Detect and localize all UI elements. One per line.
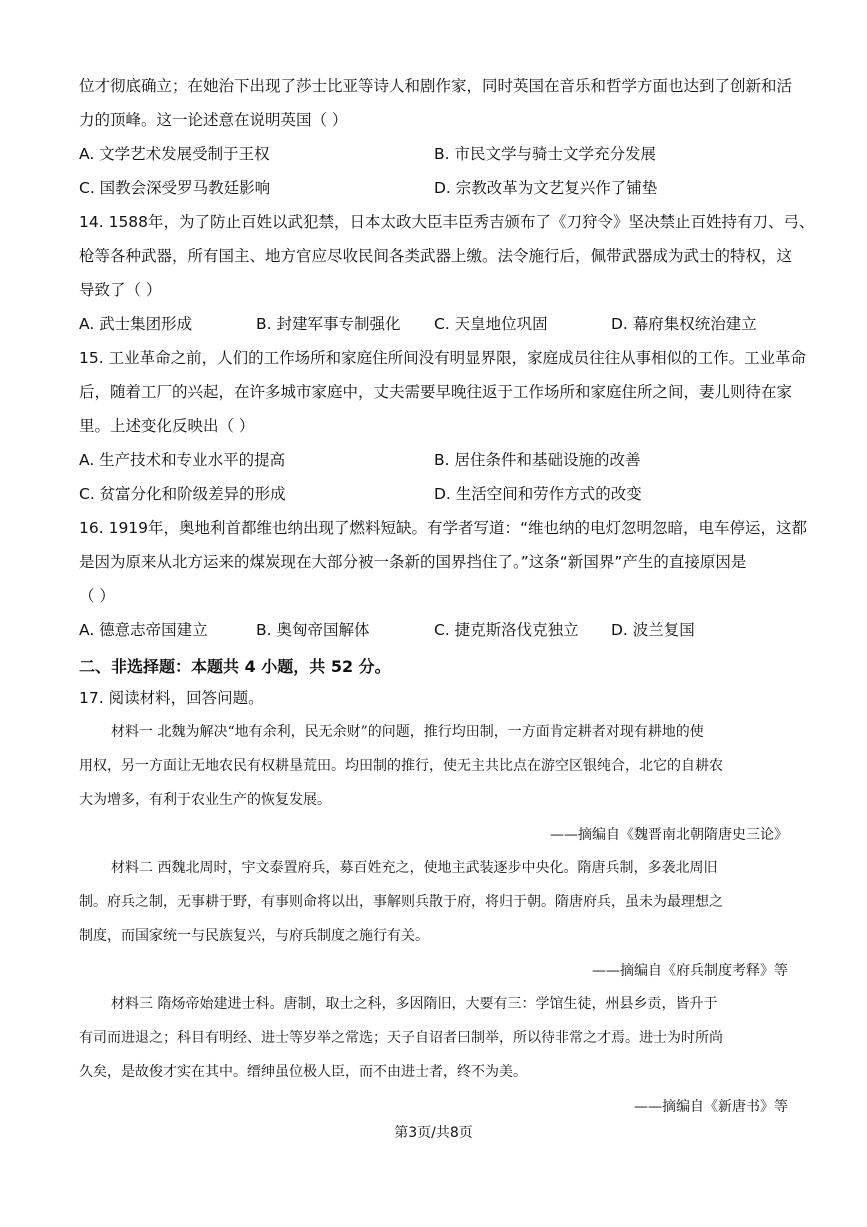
q16-text-line: 16. 1919年，奥地利首都维也纳出现了燃料短缺。有学者写道：“维也纳的电灯忽明忽暗，电车停运，这都 xyxy=(79,519,808,537)
q14-option-d: D. 幕府集权统治建立 xyxy=(611,315,757,333)
q16-option-c: C. 捷克斯洛伐克独立 xyxy=(434,621,579,639)
q13-option-c: C. 国教会深受罗马教廷影响 xyxy=(79,179,271,197)
page-number: 第3页/共8页 xyxy=(394,1125,473,1141)
q15-text-line: 后，随着工厂的兴起，在许多城市家庭中，丈夫需要早晚往返于工作场所和家庭住所之间，妻儿则待在家 xyxy=(79,383,793,401)
material-3-line: 材料三 隋炀帝始建进士科。唐制，取士之科，多因隋旧，大要有三：学馆生徒，州县乡贡，皆升于 xyxy=(111,996,718,1012)
q14-text-line: 导致了（ ） xyxy=(79,281,162,299)
q15-option-c: C. 贫富分化和阶级差异的形成 xyxy=(79,485,286,503)
section-heading: 二、非选择题：本题共 4 小题，共 52 分。 xyxy=(79,657,391,676)
q13-text-line: 力的顶峰。这一论述意在说明英国（ ） xyxy=(79,111,348,129)
q13-option-a: A. 文学艺术发展受制于王权 xyxy=(79,145,270,163)
q15-option-a: A. 生产技术和专业水平的提高 xyxy=(79,451,286,469)
q13-option-d: D. 宗教改革为文艺复兴作了铺垫 xyxy=(434,179,658,197)
q16-option-a: A. 德意志帝国建立 xyxy=(79,621,208,639)
q15-option-b: B. 居住条件和基础设施的改善 xyxy=(434,451,641,469)
q16-option-d: D. 波兰复国 xyxy=(611,621,695,639)
q13-option-b: B. 市民文学与骑士文学充分发展 xyxy=(434,145,656,163)
q14-option-b: B. 封建军事专制强化 xyxy=(256,315,401,333)
material-3-source: ——摘编自《新唐书》等 xyxy=(634,1099,788,1115)
q14-option-a: A. 武士集团形成 xyxy=(79,315,193,333)
q14-option-c: C. 天皇地位巩固 xyxy=(434,315,548,333)
q15-text-line: 里。上述变化反映出（ ） xyxy=(79,417,255,435)
material-1-line: 用权，另一方面让无地农民有权耕垦荒田。均田制的推行，使无主共比点在游空区银纯合，北它的自耕农 xyxy=(79,758,723,774)
material-1-line: 材料一 北魏为解决“地有余利，民无余财”的问题，推行均田制，一方面肯定耕者对现有耕地的使 xyxy=(111,724,704,740)
q16-option-b: B. 奥匈帝国解体 xyxy=(256,621,370,639)
q17-prompt: 17. 阅读材料，回答问题。 xyxy=(79,689,264,707)
q16-text-line: （ ） xyxy=(79,587,115,605)
material-2-source: ——摘编自《府兵制度考释》等 xyxy=(592,963,788,979)
material-1-source: ——摘编自《魏晋南北朝隋唐史三论》 xyxy=(550,827,788,843)
material-2-line: 材料二 西魏北周时，宇文泰置府兵，募百姓充之，使地主武装逐步中央化。隋唐兵制，多袭北周旧 xyxy=(111,860,718,876)
material-3-line: 有司而进退之；科目有明经、进士等岁举之常选；天子自诏者曰制举，所以待非常之才焉。进士为时所尚 xyxy=(79,1030,723,1046)
q14-text-line: 14. 1588年，为了防止百姓以武犯禁，日本太政大臣丰臣秀吉颁布了《刀狩令》坚决禁止百姓持有刀、弓、 xyxy=(79,213,815,231)
material-2-line: 制。府兵之制，无事耕于野，有事则命将以出，事解则兵散于府，将归于朝。隋唐府兵，虽未为最理想之 xyxy=(79,894,723,910)
material-2-line: 制度，而国家统一与民族复兴，与府兵制度之施行有关。 xyxy=(79,928,429,944)
q15-option-d: D. 生活空间和劳作方式的改变 xyxy=(434,485,642,503)
q14-text-line: 枪等各种武器，所有国主、地方官应尽收民间各类武器上缴。法令施行后，佩带武器成为武士的特权，这 xyxy=(79,247,793,265)
q15-text-line: 15. 工业革命之前，人们的工作场所和家庭住所间没有明显界限，家庭成员往往从事相似的工作。工业革命 xyxy=(79,349,807,367)
material-3-line: 久矣，是故俊才实在其中。缙绅虽位极人臣，而不由进士者，终不为美。 xyxy=(79,1064,527,1080)
material-1-line: 大为增多，有利于农业生产的恢复发展。 xyxy=(79,792,331,808)
q16-text-line: 是因为原来从北方运来的煤炭现在大部分被一条新的国界挡住了。”这条“新国界”产生的直接原因是 xyxy=(79,553,747,571)
q13-text-line: 位才彻底确立；在她治下出现了莎士比亚等诗人和剧作家，同时英国在音乐和哲学方面也达到了创新和活 xyxy=(79,77,793,95)
